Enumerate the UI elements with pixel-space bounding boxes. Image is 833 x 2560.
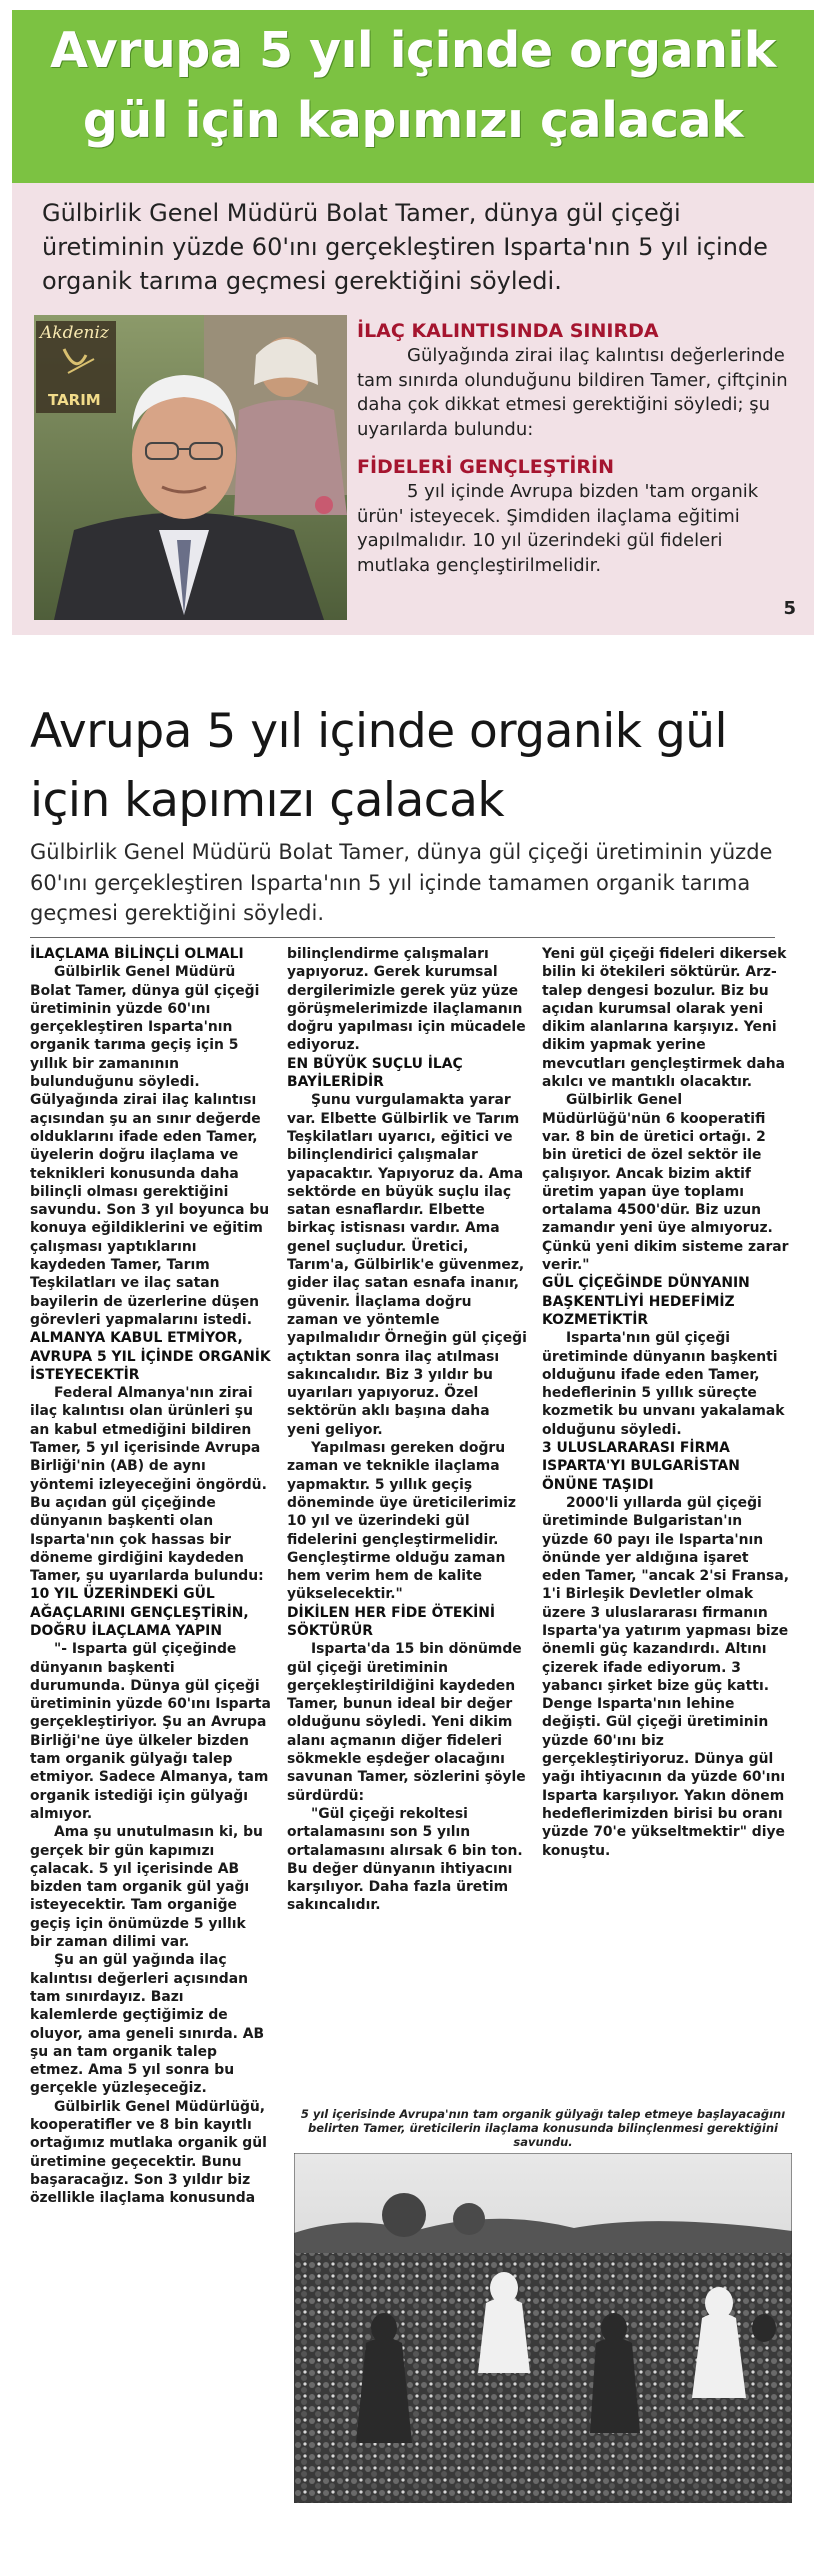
top-headline: Avrupa 5 yıl içinde organik gül için kapımızı çalacak (50, 22, 776, 149)
paragraph: Isparta'nın gül çiçeği üretiminde dünyanın başkenti olduğunu ifade eden Tamer, hedeflerinin 5 yıllık süreçte kozmetik bu unvanı yakalamak olduğunu söyledi. (542, 1330, 785, 1438)
paragraph: Şunu vurgulamakta yarar var. Elbette Gülbirlik ve Tarım Teşkilatları uyarıcı, eğitici ve bilinçlendirici çalışmalar yapacaktır. Yapıyoruz da. Ama sektörde en büyük suçlu ilaç satan esnaflardır. Elbette birkaç istisnası vardır. Ama genel suçludur. Üretici, Tarım'a, Gülbirlik'e güvenmez, gider ilaç satan esnafa inanır, güvenir. İlaçlama doğru zaman ve yöntemle yapılmalıdır Örneğin gül çiçeği açtıktan sonra ilaç atılması sakıncalıdır. Biz 3 yıldır bu uyarıları yapıyoruz. Özel sektörün aklı başına daha yeni geliyor. (287, 1092, 527, 1438)
portrait-photo (34, 315, 347, 620)
article-column-1 (30, 945, 272, 2207)
top-clipping (12, 10, 814, 635)
top-lead: Gülbirlik Genel Müdürü Bolat Tamer, dünya gül çiçeği üretiminin yüzde 60'ını gerçekleştiren Isparta'nın 5 yıl içinde organik tarıma geçmesi gerektiğini söyledi. (42, 199, 768, 295)
seedlings-paragraph: 5 yıl içinde Avrupa bizden 'tam organik ürün' isteyecek. Şimdiden ilaçlama eğitimi yapılmalıdır. 10 yıl üzerindeki gül fideleri mutlaka gençleştirilmelidir. (357, 481, 759, 576)
paragraph: Ama şu unutulmasın ki, bu gerçek bir gün kapımızı çalacak. 5 yıl içerisinde AB bizden tam organik gül yağı isteyecektir. Tam organiğe geçiş için önümüzde 5 yıllık bir zaman dilimi var. (30, 1824, 263, 1951)
residue-paragraph: Gülyağında zirai ilaç kalıntısı değerlerinde tam sınırda olunduğunu bildiren Tamer, çiftçinin daha çok dikkat etmesi gerektiğini söyledi; şu uyarılarda bulundu: (357, 345, 788, 440)
subheading: 3 ULUSLARARASI FİRMA ISPARTA'YI BULGARİSTAN ÖNÜNE TAŞIDI (542, 1440, 740, 1493)
paragraph: Gülbirlik Genel Müdürü Bolat Tamer, dünya gül çiçeği üretiminin yüzde 60'ını gerçekleştiren Isparta'nın organik tarıma geçiş için 5 yıllık bir zamanının bulunduğunu söyledi. Gülyağında zirai ilaç kalıntısı açısından şu an sınır değerde olduklarını ifade eden Tamer, üyelerin doğru ilaçlama ve teknikleri konusunda daha bilinçli olması gerektiğini savundu. Son 3 yıl boyunca bu konuya eğildiklerini ve eğitim çalışması yaptıklarını kaydeden Tamer, Tarım Teşkilatları ve ilaç satan bayilerin de üzerlerine düşen görevleri yapmalarını istedi. (30, 964, 270, 1328)
paragraph: Gülbirlik Genel Müdürlüğü'nün 6 kooperatifi var. 8 bin de üretici ortağı. 2 bin üretici de özel sektör ile çalışıyor. Ancak bizim aktif üretim yapan üye toplamı ortalama 4500'dür. Biz uzun zamandır yeni üye almıyoruz. Çünkü yeni dikim sisteme zarar verir." (542, 1092, 789, 1274)
bottom-lead: Gülbirlik Genel Müdürü Bolat Tamer, dünya gül çiçeği üretiminin yüzde 60'ını gerçekleştiren Isparta'nın 5 yıl içinde tamamen organik tarıma geçmesi gerektiğini söyledi. (30, 840, 773, 925)
subheading-residue: İLAÇ KALINTISINDA SINIRDA (357, 320, 659, 342)
logo-akdeniz: Akdeniz (40, 323, 109, 343)
divider (30, 937, 775, 938)
subheading: EN BÜYÜK SUÇLU İLAÇ BAYİLERİDİR (287, 1055, 463, 1091)
article-column-2 (287, 945, 527, 1915)
logo-tarim: TARIM (48, 391, 101, 409)
subheading: İLAÇLAMA BİLİNÇLİ OLMALI (30, 946, 244, 962)
paragraph: Yapılması gereken doğru zaman ve teknikle ilaçlama yapmaktır. 5 yıllık geçiş döneminde üye üreticilerimiz 10 yıl ve üzerindeki gül fidelerini gençleştirmelidir. Gençleştirme olduğu zaman hem verim hem de kalite yükselecektir." (287, 1440, 516, 1603)
portrait-image (34, 315, 347, 620)
paragraph: bilinçlendirme çalışmaları yapıyoruz. Gerek kurumsal dergilerimizle gerek yüz yüze görüşmelerimizde ilaçlamanın doğru yapılması için mücadele ediyoruz. (287, 946, 526, 1054)
paragraph: Gülbirlik Genel Müdürlüğü, kooperatifler ve 8 bin kayıtlı ortağımız mutlaka organik gül üretimine geçecektir. Bunu başaracağız. Son 3 yıldır biz özellikle ilaçlama konusunda (30, 2098, 267, 2207)
subheading: 10 YIL ÜZERİNDEKİ GÜL AĞAÇLARINI GENÇLEŞTİRİN, DOĞRU İLAÇLAMA YAPIN (30, 1586, 249, 1639)
subheading: DİKİLEN HER FİDE ÖTEKİNİ SÖKTÜRÜR (287, 1604, 496, 1639)
paragraph: 2000'li yıllarda gül çiçeği üretiminde Bulgaristan'ın yüzde 60 payı ile Isparta'nın önünde yer aldığına işaret eden Tamer, "ancak 2'si Fransa, 1'i Birleşik Devletler olmak üzere 3 uluslararası firmanın Isparta'ya yatırım yapması bize önemli güç kazandırdı. Altını çizerek ifade ediyorum. 3 yabancı şirket bize güç kattı. Denge Isparta'nın lehine değişti. Gül çiçeği üretiminin yüzde 60'ını biz gerçekleştiriyoruz. Dünya gül yağı ihtiyacının da yüzde 60'ını Isparta karşılıyor. Yakın dönem hedeflerimizden birisi bu oranı yüzde 70'e yükseltmektir" diye konuştu. (542, 1494, 789, 1859)
bottom-headline: Avrupa 5 yıl içinde organik gül için kapımızı çalacak (30, 704, 728, 828)
paragraph: Federal Almanya'nın zirai ilaç kalıntısı olan ürünleri şu an kabul etmediğini bildiren Tamer, 5 yıl içerisinde Avrupa Birliği'nin (AB) de aynı yöntemi izleyeceğini öngördü. Bu açıdan gül çiçeğinde dünyanın başkenti olan Isparta'nın çok hassas bir döneme girdiğini kaydeden Tamer, şu uyarılarda bulundu: (30, 1385, 267, 1585)
subheading-seedlings: FİDELERİ GENÇLEŞTİRİN (357, 456, 615, 478)
paragraph: Yeni gül çiçeği fideleri dikersek bilin ki ötekileri söktürür. Arz- talep dengesi bozulur. Biz bu açıdan kurumsal olarak yeni dikim alanlarına karşıyız. Yeni dikim yapmak yerine mevcutları gençleştirmek daha akılcı ve mantıklı olacaktır. (542, 946, 787, 1091)
paragraph: "- Isparta gül çiçeğinde dünyanın başkenti durumunda. Dünya gül çiçeği üretiminin yüzde 60'ını Isparta gerçekleştiriyor. Şu an Avrupa Birliği'ne üye ülkeler bizden tam organik gülyağı talep etmiyor. Sadece Almanya, tam organik istediği için gülyağı almıyor. (30, 1641, 271, 1822)
photo-caption: 5 yıl içerisinde Avrupa'nın tam organik gülyağı talep etmeye başlayacağını belirten Tamer, üreticilerin ilaçlama konusunda bilinçlenmesi gerektiğini savundu. (300, 2107, 786, 2149)
subheading: ALMANYA KABUL ETMİYOR, AVRUPA 5 YIL İÇİNDE ORGANİK İSTEYECEKTİR (30, 1330, 271, 1383)
paragraph: Şu an gül yağında ilaç kalıntısı değerleri açısından tam sınırdayız. Bazı kalemlerde geçtiğimiz de oluyor, ama geneli sınırda. AB şu an tam organik talep etmez. Ama 5 yıl sonra bu gerçekle yüzleşeceğiz. (30, 1952, 265, 2097)
headline-banner (12, 10, 814, 183)
page-number: 5 (783, 598, 796, 619)
top-body-column (357, 320, 797, 578)
field-photo (294, 2107, 792, 2507)
paragraph: "Gül çiçeği rekoltesi ortalamasını son 5 yılın ortalamasını alırsak 6 bin ton. Bu değer dünyanın ihtiyacını karşılıyor. Daha fazla üretim sakıncalıdır. (287, 1805, 523, 1914)
bottom-clipping (30, 697, 800, 2537)
article-column-3 (542, 945, 792, 1860)
rose-field-image (294, 2153, 792, 2503)
paragraph: Isparta'da 15 bin dönümde gül çiçeği üretiminin gerçekleştirildiğini kaydeden Tamer, bunun ideal bir değer olduğunu söyledi. Yeni dikim alanı açmanın diğer fideleri sökmekle eşdeğer olacağını savunan Tamer, sözlerini şöyle sürdürdü: (287, 1641, 526, 1804)
subheading: GÜL ÇİÇEĞİNDE DÜNYANIN BAŞKENTLİYİ HEDEFİMİZ KOZMETİKTİR (542, 1275, 750, 1328)
